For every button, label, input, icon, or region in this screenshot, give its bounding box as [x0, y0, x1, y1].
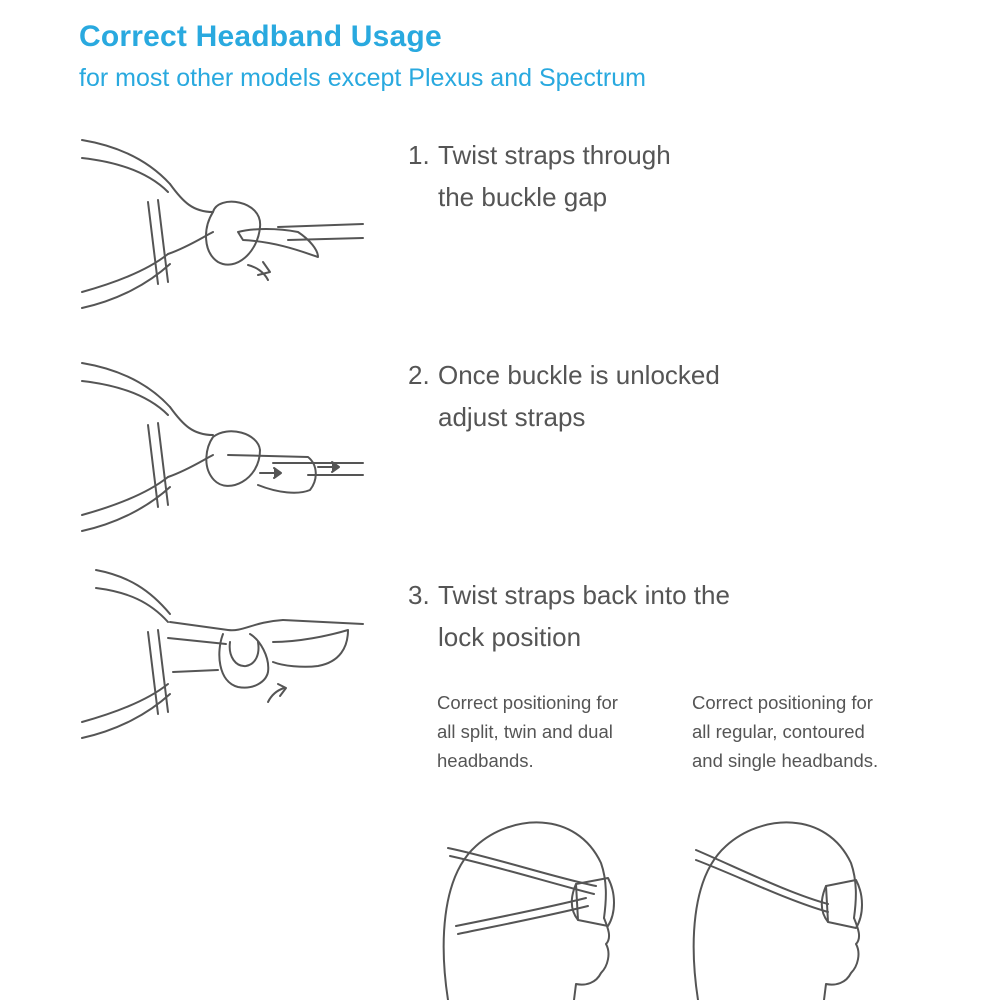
step-line: Twist straps through [438, 140, 671, 170]
step-line: Twist straps back into the [438, 580, 730, 610]
note-line: headbands. [437, 750, 534, 771]
step-number: 2. [408, 360, 430, 390]
note-line: Correct positioning for [692, 692, 873, 713]
step-line: adjust straps [438, 402, 586, 432]
note-line: all regular, contoured [692, 721, 865, 742]
step-line: the buckle gap [438, 182, 608, 212]
step-3-text [408, 574, 730, 658]
buckle-lock-position-icon [78, 562, 373, 742]
positioning-note-single [692, 688, 932, 775]
note-line: all split, twin and dual [437, 721, 613, 742]
note-line: and single headbands. [692, 750, 879, 771]
step-1-text [408, 134, 671, 218]
step-2-text [408, 354, 720, 438]
buckle-twist-through-icon [78, 132, 373, 312]
head-split-headband-icon [436, 808, 626, 1000]
step-number: 1. [408, 140, 430, 170]
step-number: 3. [408, 580, 430, 610]
step-line: lock position [438, 622, 582, 652]
step-line: Once buckle is unlocked [438, 360, 720, 390]
page-subtitle: for most other models except Plexus and Spectrum [79, 64, 646, 92]
positioning-note-split [437, 688, 677, 775]
note-line: Correct positioning for [437, 692, 618, 713]
head-single-headband-icon [688, 808, 878, 1000]
buckle-adjust-straps-icon [78, 355, 373, 535]
page-title: Correct Headband Usage [79, 20, 442, 53]
